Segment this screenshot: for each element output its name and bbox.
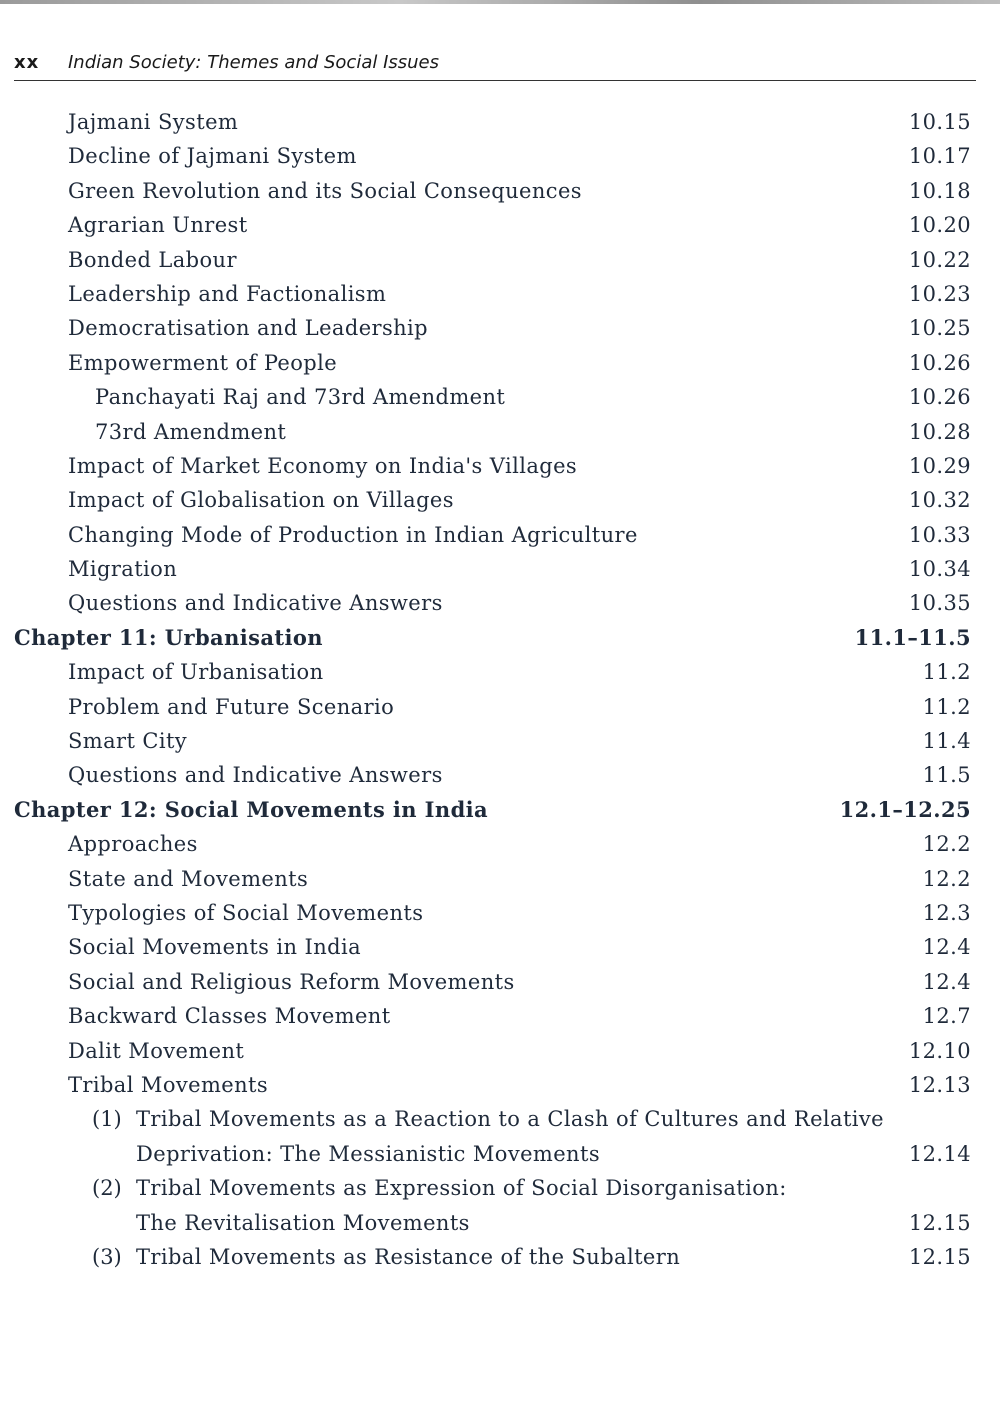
toc-subentry <box>0 380 1000 414</box>
toc-entry-page: 12.2 <box>922 832 971 857</box>
toc-entry-title: Tribal Movements as Resistance of the Subaltern <box>136 1244 681 1269</box>
chapter-title: Chapter 11: Urbanisation <box>14 624 323 650</box>
toc-entry-title: 73rd Amendment <box>95 419 287 444</box>
toc-entry-title: Tribal Movements as Expression of Social Disorganisation: <box>136 1176 787 1201</box>
toc-entry <box>0 243 1000 277</box>
toc-entry <box>0 139 1000 173</box>
toc-entry <box>0 174 1000 208</box>
book-title: Indian Society: Themes and Social Issues <box>68 52 439 73</box>
toc-entry-title: Tribal Movements as a Reaction to a Clash of Cultures and Relative <box>136 1107 884 1132</box>
toc-entry-title: Approaches <box>68 832 198 857</box>
toc-entry-page: 12.4 <box>922 935 971 960</box>
toc-entry <box>0 1068 1000 1102</box>
toc-entry <box>0 552 1000 586</box>
toc-entry-title: Backward Classes Movement <box>68 1004 391 1029</box>
toc-entry-page: 10.32 <box>908 488 971 513</box>
toc-entry-title: State and Movements <box>68 866 309 891</box>
toc-entry-page: 11.5 <box>922 763 971 788</box>
toc-entry <box>0 827 1000 861</box>
toc-entry-page: 12.4 <box>922 969 971 994</box>
toc-entry-title: Social and Religious Reform Movements <box>68 969 515 994</box>
toc-entry <box>0 208 1000 242</box>
toc-entry <box>0 1034 1000 1068</box>
chapter-page-range: 11.1–11.5 <box>854 624 971 650</box>
toc-entry <box>0 449 1000 483</box>
toc-entry-page: 10.22 <box>908 247 971 272</box>
toc-entry-page: 10.26 <box>908 385 971 410</box>
toc-entry-continuation <box>0 1206 1000 1240</box>
toc-entry <box>0 518 1000 552</box>
toc-entry-page: 11.2 <box>922 694 971 719</box>
toc-entry-title: Typologies of Social Movements <box>68 900 424 925</box>
entry-number: (3) <box>92 1244 122 1269</box>
entry-number: (1) <box>92 1107 122 1132</box>
toc-entry-title: Democratisation and Leadership <box>68 316 429 341</box>
toc-entry-page: 12.7 <box>922 1004 971 1029</box>
chapter-title: Chapter 12: Social Movements in India <box>14 796 489 822</box>
toc-numbered-entry <box>0 1102 1000 1136</box>
chapter-heading <box>0 793 1000 827</box>
toc-numbered-entry <box>0 1171 1000 1205</box>
table-of-contents <box>0 105 1000 1274</box>
toc-entry-page: 10.18 <box>908 178 971 203</box>
toc-entry <box>0 483 1000 517</box>
toc-entry <box>0 690 1000 724</box>
toc-entry-title: Jajmani System <box>68 110 239 134</box>
toc-entry <box>0 896 1000 930</box>
toc-entry-page: 12.10 <box>908 1038 971 1063</box>
toc-entry-title: Agrarian Unrest <box>68 213 248 238</box>
toc-entry <box>0 758 1000 792</box>
toc-entry-page: 12.15 <box>908 1210 971 1235</box>
toc-entry-title: Leadership and Factionalism <box>68 281 387 306</box>
toc-entry-title: Changing Mode of Production in Indian Agriculture <box>68 522 638 547</box>
toc-entry-title: Social Movements in India <box>68 935 362 960</box>
toc-entry-title: Empowerment of People <box>68 350 338 375</box>
toc-entry-title: Decline of Jajmani System <box>68 144 357 169</box>
page-folio: xx <box>14 52 40 73</box>
toc-entry-page: 10.29 <box>908 453 971 478</box>
toc-entry <box>0 999 1000 1033</box>
toc-entry-page: 10.35 <box>908 591 971 616</box>
toc-entry-page: 10.26 <box>908 350 971 375</box>
toc-entry-title: Questions and Indicative Answers <box>68 591 443 616</box>
toc-entry <box>0 586 1000 620</box>
chapter-page-range: 12.1–12.25 <box>839 796 971 822</box>
toc-entry-title: Impact of Globalisation on Villages <box>68 488 454 513</box>
toc-entry-title: Bonded Labour <box>68 247 237 272</box>
toc-entry <box>0 311 1000 345</box>
toc-entry-title: The Revitalisation Movements <box>136 1210 470 1235</box>
toc-entry-page: 12.2 <box>922 866 971 891</box>
toc-entry-title: Impact of Urbanisation <box>68 660 324 685</box>
toc-entry-title: Impact of Market Economy on India's Villages <box>68 453 578 478</box>
toc-entry-title: Green Revolution and its Social Consequences <box>68 178 582 203</box>
toc-subentry <box>0 415 1000 449</box>
toc-entry-title: Questions and Indicative Answers <box>68 763 443 788</box>
toc-entry-title: Problem and Future Scenario <box>68 694 395 719</box>
toc-entry-page: 10.34 <box>908 557 971 582</box>
toc-entry-continuation <box>0 1137 1000 1171</box>
running-head <box>14 52 976 81</box>
toc-entry-page: 10.23 <box>908 281 971 306</box>
toc-entry-page: 10.15 <box>908 110 971 134</box>
toc-entry <box>0 655 1000 689</box>
toc-entry <box>0 930 1000 964</box>
toc-entry-title: Dalit Movement <box>68 1038 245 1063</box>
toc-entry-page: 11.2 <box>922 660 971 685</box>
toc-entry-page: 12.15 <box>908 1244 971 1269</box>
toc-entry-page: 10.33 <box>908 522 971 547</box>
toc-entry <box>0 724 1000 758</box>
toc-entry-title: Panchayati Raj and 73rd Amendment <box>95 385 506 410</box>
toc-entry <box>0 862 1000 896</box>
toc-entry-page: 11.4 <box>922 729 971 754</box>
toc-entry <box>0 346 1000 380</box>
toc-entry-title: Tribal Movements <box>68 1072 269 1097</box>
toc-entry-page: 12.14 <box>908 1141 971 1166</box>
toc-entry-page: 10.25 <box>908 316 971 341</box>
chapter-heading <box>0 621 1000 655</box>
toc-entry <box>0 105 1000 139</box>
toc-entry-page: 10.20 <box>908 213 971 238</box>
toc-entry-page: 10.28 <box>908 419 971 444</box>
toc-entry <box>0 277 1000 311</box>
toc-entry-page: 12.3 <box>922 900 971 925</box>
toc-entry <box>0 965 1000 999</box>
toc-entry-page: 10.17 <box>908 144 971 169</box>
toc-numbered-entry <box>0 1240 1000 1274</box>
entry-number: (2) <box>92 1176 122 1201</box>
top-edge-rule <box>0 0 1000 4</box>
toc-entry-title: Smart City <box>68 729 188 754</box>
toc-entry-page: 12.13 <box>908 1072 971 1097</box>
toc-entry-title: Deprivation: The Messianistic Movements <box>136 1141 601 1166</box>
toc-entry-title: Migration <box>68 557 178 582</box>
